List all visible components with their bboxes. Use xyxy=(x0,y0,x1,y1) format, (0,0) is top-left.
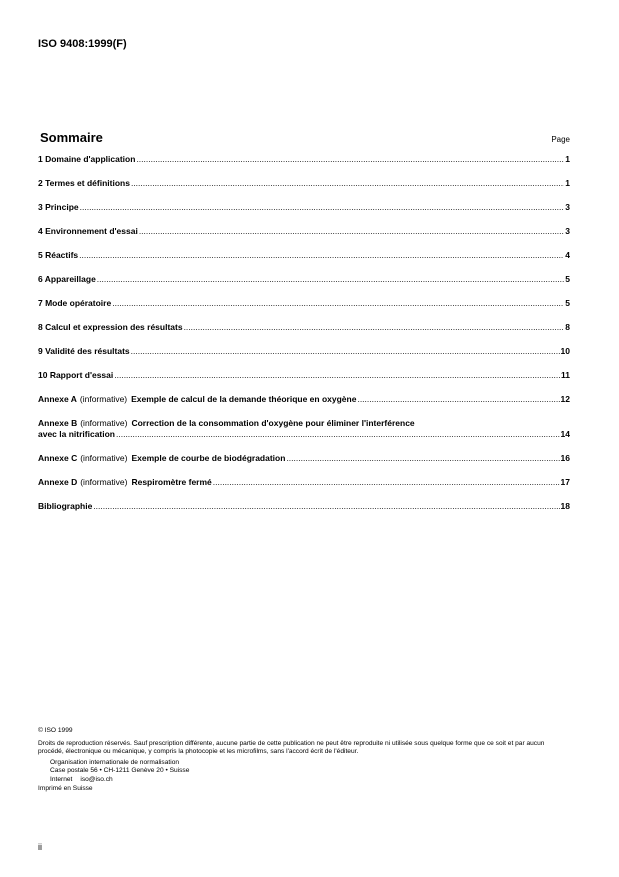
annex-note: (informative) xyxy=(79,394,128,404)
annex-line-2 xyxy=(38,429,570,440)
toc-leader xyxy=(213,477,560,488)
toc-leader xyxy=(357,394,559,405)
org-address: Case postale 56 • CH-1211 Genève 20 • Suisse xyxy=(50,767,190,775)
toc-entry-page: 4 xyxy=(565,250,570,260)
toc-entry-10[interactable] xyxy=(38,370,570,381)
toc-leader xyxy=(79,250,564,261)
annex-line-1 xyxy=(38,418,570,429)
document-header: ISO 9408:1999(F) xyxy=(38,38,127,50)
toc-annex-c[interactable] xyxy=(38,453,570,464)
toc-entry-page: 1 xyxy=(565,154,570,164)
toc-entry-7[interactable] xyxy=(38,298,570,309)
toc-entry-page: 3 xyxy=(565,202,570,212)
toc-entry-8[interactable] xyxy=(38,322,570,333)
annex-label: Annexe C xyxy=(38,453,78,463)
annex-label: Annexe B xyxy=(38,418,78,428)
toc-annex-a[interactable] xyxy=(38,394,570,405)
toc-leader xyxy=(139,226,564,237)
toc-entry-label: 5 Réactifs xyxy=(38,250,79,260)
toc-entry-page: 3 xyxy=(565,226,570,236)
toc-entry-5[interactable] xyxy=(38,250,570,261)
toc-entry-page: 5 xyxy=(565,274,570,284)
toc-annex-d[interactable] xyxy=(38,477,570,488)
annex-title: Exemple de calcul de la demande théorique en oxygène xyxy=(131,394,357,404)
toc-entry-page: 8 xyxy=(565,322,570,332)
bibliography-label: Bibliographie xyxy=(38,501,93,511)
toc-entry-9[interactable] xyxy=(38,346,570,357)
toc-leader xyxy=(112,298,564,309)
toc-title: Sommaire xyxy=(40,130,103,145)
toc-entry-label: 2 Termes et définitions xyxy=(38,178,130,188)
toc-entry-page: 1 xyxy=(565,178,570,188)
annex-label: Annexe D xyxy=(38,477,78,487)
toc-entry-label: 8 Calcul et expression des résultats xyxy=(38,322,183,332)
toc-annex-b[interactable] xyxy=(38,418,570,440)
internet-label: Internet xyxy=(50,775,73,783)
table-of-contents xyxy=(38,130,570,525)
internet-line xyxy=(38,776,570,785)
annex-title: Exemple de courbe de biodégradation xyxy=(131,453,286,463)
toc-leader xyxy=(131,346,560,357)
toc-list xyxy=(38,154,570,512)
annex-page: 16 xyxy=(560,453,570,463)
toc-entry-page: 5 xyxy=(565,298,570,308)
toc-entry-label: 9 Validité des résultats xyxy=(38,346,130,356)
annex-page: 17 xyxy=(560,477,570,487)
toc-entry-1[interactable] xyxy=(38,154,570,165)
bibliography-page: 18 xyxy=(560,501,570,511)
toc-entry-6[interactable] xyxy=(38,274,570,285)
toc-leader xyxy=(184,322,565,333)
toc-entry-label: 10 Rapport d'essai xyxy=(38,370,114,380)
annex-page: 12 xyxy=(560,394,570,404)
toc-bibliography[interactable] xyxy=(38,501,570,512)
toc-leader xyxy=(131,178,564,189)
toc-leader xyxy=(286,453,559,464)
printed-in: Imprimé en Suisse xyxy=(38,784,93,792)
toc-header xyxy=(38,130,570,145)
toc-leader xyxy=(97,274,564,285)
copyright-footer xyxy=(38,727,570,793)
toc-entry-label: 6 Appareillage xyxy=(38,274,96,284)
annex-note: (informative) xyxy=(80,477,128,487)
toc-entry-label: 3 Principe xyxy=(38,202,79,212)
toc-entry-label: 1 Domaine d'application xyxy=(38,154,136,164)
toc-entry-3[interactable] xyxy=(38,202,570,213)
annex-note: (informative) xyxy=(80,453,128,463)
org-name: Organisation internationale de normalisation xyxy=(50,758,180,766)
annex-title-continuation: avec la nitrification xyxy=(38,429,115,439)
annex-title: Respiromètre fermé xyxy=(131,477,212,487)
toc-entry-label: 7 Mode opératoire xyxy=(38,298,112,308)
toc-entry-label: 4 Environnement d'essai xyxy=(38,226,138,236)
toc-entry-page: 11 xyxy=(561,370,570,380)
rights-statement: Droits de reproduction réservés. Sauf prescription différente, aucune partie de cette publication ne peut être reproduite ni utilisée sous quelque forme que ce soit et par aucun procédé, électronique ou mécanique, y compris la photocopie et les microfilms, sans l'accord écrit de l'éditeur. xyxy=(38,739,545,756)
toc-page-label: Page xyxy=(551,135,570,144)
toc-leader xyxy=(80,202,565,213)
toc-leader xyxy=(136,154,564,165)
toc-entry-2[interactable] xyxy=(38,178,570,189)
toc-leader xyxy=(114,370,560,381)
page-number: ii xyxy=(38,842,42,852)
annex-note: (informative) xyxy=(80,418,128,428)
copyright-line: © ISO 1999 xyxy=(38,727,73,734)
toc-leader xyxy=(93,501,559,512)
annex-page: 14 xyxy=(560,429,570,439)
annex-label: Annexe A xyxy=(38,394,77,404)
toc-leader xyxy=(116,429,560,440)
annex-title: Correction de la consommation d'oxygène pour éliminer l'interférence xyxy=(131,418,415,428)
internet-email[interactable]: iso@iso.ch xyxy=(80,775,113,783)
toc-entry-page: 10 xyxy=(560,346,570,356)
toc-entry-4[interactable] xyxy=(38,226,570,237)
